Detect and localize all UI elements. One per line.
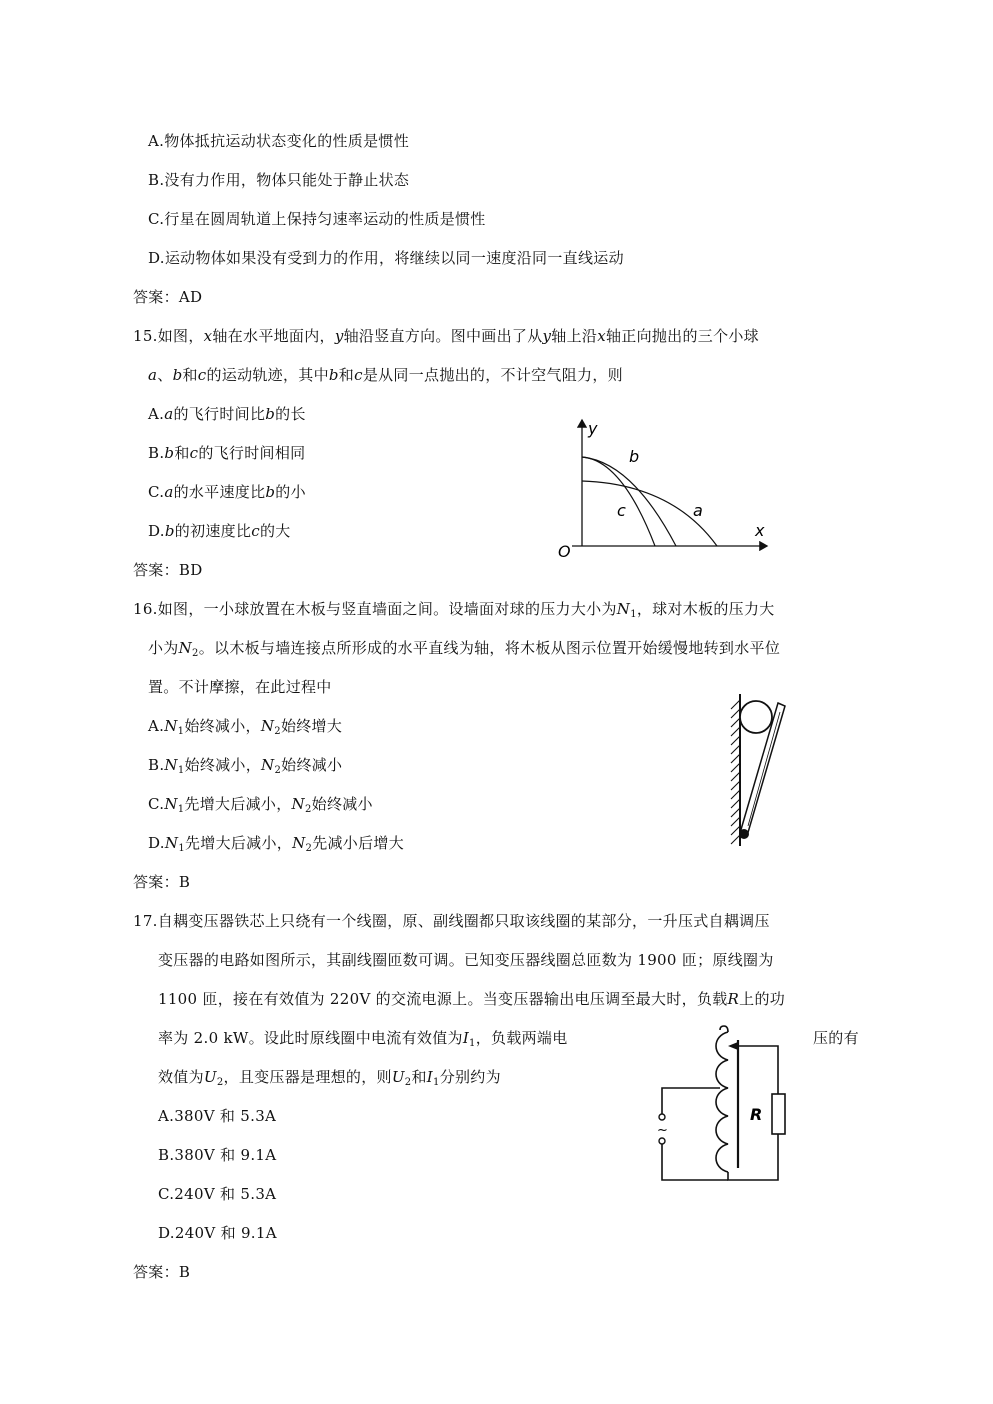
q15-l2-g: b (328, 366, 339, 384)
q16-l2-sub: 2 (192, 648, 199, 659)
q15-a-s: 的长 (275, 405, 306, 423)
q17-l5-s3: 1 (433, 1077, 440, 1088)
q16-d-p: D. (148, 834, 165, 852)
q15-option-b (148, 443, 305, 463)
q15-b-v2: c (189, 444, 199, 462)
q16-l1-a: 16.如图，一小球放置在木板与竖直墙面之间。设墙面对球的压力大小为 (133, 600, 617, 618)
q15-l2-e: c (197, 366, 207, 384)
q16-l1-b: ，球对木板的压力大 (636, 600, 775, 618)
q15-a-p: A. (148, 405, 165, 423)
q16-a-p: A. (148, 717, 165, 735)
q16-d-s2: 2 (305, 843, 313, 854)
q16-b-n2: N (261, 756, 275, 774)
q16-l1-n: N (616, 600, 631, 618)
q15-a-v2: b (265, 405, 276, 423)
q15-a-m: 的飞行时间比 (173, 405, 266, 423)
q15-l1-b: x (203, 327, 213, 345)
q15-d-s: 的大 (260, 522, 291, 540)
fig-label-c: c (617, 501, 626, 520)
q15-stem-line2 (148, 365, 623, 385)
q16-stem-line3: 置。不计摩擦，在此过程中 (148, 678, 332, 696)
q15-l2-i: c (354, 366, 363, 384)
q16-option-a (148, 716, 342, 736)
q17-l4-i: I (462, 1029, 470, 1047)
q14-option-b: B.没有力作用，物体只能处于静止状态 (148, 171, 410, 189)
q17-l5-i: I (426, 1068, 434, 1086)
q16-c-n2: N (291, 795, 305, 813)
q16-l2-b: 。以木板与墙连接点所形成的水平直线为轴，将木板从图示位置开始缓慢地转到水平位 (198, 639, 781, 657)
q16-d-s1: 1 (178, 843, 185, 854)
q17-stem-line4-tail: 压的有 (813, 1029, 859, 1047)
slider-wire (736, 1046, 778, 1094)
q15-l1-d: y (334, 327, 344, 345)
q17-l3-r: R (727, 990, 740, 1008)
fig-label-x: x (755, 521, 765, 540)
coil-top-lead (720, 1026, 728, 1032)
fig-label-a: a (693, 501, 703, 520)
q14-option-c: C.行星在圆周轨道上保持匀速率运动的性质是惯性 (148, 210, 486, 228)
q16-a-n1: N (164, 717, 178, 735)
q15-option-a (148, 404, 306, 424)
q15-c-p: C. (148, 483, 165, 501)
q15-l1-f: y (542, 327, 552, 345)
trajectory-b (582, 457, 676, 546)
q16-b-n1: N (164, 756, 178, 774)
q15-l1-a: 15.如图， (133, 327, 204, 345)
q15-l2-a: a (148, 366, 158, 384)
q16-d-e: 先减小后增大 (312, 834, 405, 852)
q15-l2-f: 的运动轨迹，其中 (206, 366, 329, 384)
q15-b-p: B. (148, 444, 165, 462)
q15-c-m: 的水平速度比 (173, 483, 266, 501)
q14-option-a: A.物体抵抗运动状态变化的性质是惯性 (148, 132, 410, 150)
q16-d-m: 先增大后减小， (184, 834, 293, 852)
q15-stem-line1 (133, 326, 759, 346)
q17-option-c: C.240V 和 5.3A (158, 1185, 277, 1203)
q15-l2-j: 是从同一点抛出的，不计空气阻力，则 (362, 366, 623, 384)
q16-option-b (148, 755, 342, 775)
q15-l1-c: 轴在水平地面内， (212, 327, 335, 345)
q17-l5-s1: 2 (216, 1077, 224, 1088)
source-top-wire (662, 1088, 720, 1114)
q16-c-n1: N (164, 795, 178, 813)
slider-arrow-icon (728, 1042, 738, 1050)
hinge (739, 829, 749, 839)
q17-l4-b: ，负载两端电 (475, 1029, 568, 1047)
q16-stem-line2 (148, 638, 780, 658)
q17-autotransformer-figure (648, 1022, 798, 1187)
load-return-wire (728, 1134, 778, 1180)
q15-c-v2: b (265, 483, 276, 501)
q17-stem-line2: 变压器的电路如图所示，其副线圈匝数可调。已知变压器线圈总匝数为 1900 匝；原线圈为 (158, 951, 774, 969)
fig-label-b: b (629, 447, 640, 466)
q15-option-d (148, 521, 291, 541)
source-terminal-bottom (659, 1138, 665, 1144)
q16-stem-line1 (133, 599, 775, 619)
q15-option-c (148, 482, 306, 502)
q17-l5-a: 效值为 (158, 1068, 204, 1086)
q15-trajectory-figure (552, 410, 782, 565)
q15-answer: 答案：BD (133, 561, 203, 579)
q17-l4-sub: 1 (469, 1038, 476, 1049)
q15-l2-c: b (172, 366, 183, 384)
q16-c-s2: 2 (304, 804, 312, 815)
q14-answer: 答案：AD (133, 288, 203, 306)
q17-l3-a: 1100 匝，接在有效值为 220V 的交流电源上。当变压器输出电压调至最大时，负载 (158, 990, 728, 1008)
coil (716, 1032, 728, 1172)
q16-b-s2: 2 (274, 765, 282, 776)
q15-d-v1: b (164, 522, 175, 540)
q16-d-n1: N (164, 834, 179, 852)
q17-l5-b: ，且变压器是理想的，则 (223, 1068, 392, 1086)
q15-c-s: 的小 (275, 483, 306, 501)
q17-answer: 答案：B (133, 1263, 191, 1281)
q15-d-p: D. (148, 522, 165, 540)
source-terminal-top (659, 1114, 665, 1120)
q16-a-s1: 1 (177, 726, 185, 737)
q17-stem-line1: 17.自耦变压器铁芯上只绕有一个线圈，原、副线圈都只取该线圈的某部分，一升压式自耦调压 (133, 912, 770, 930)
q16-option-d (148, 833, 404, 853)
q17-l5-c: 和 (411, 1068, 427, 1086)
q15-l1-i: 轴正向抛出的三个小球 (605, 327, 759, 345)
q16-a-s2: 2 (274, 726, 281, 737)
q16-d-n2: N (292, 834, 306, 852)
q16-l1-sub: 1 (630, 609, 637, 620)
q17-l5-s2: 2 (404, 1077, 412, 1088)
q16-b-m: 始终减小， (184, 756, 262, 774)
q16-b-s1: 1 (177, 765, 185, 776)
q17-stem-line3 (158, 989, 785, 1009)
q15-a-v1: a (164, 405, 174, 423)
q15-d-m: 的初速度比 (174, 522, 252, 540)
q16-wall-board-figure (718, 690, 808, 855)
q15-b-m: 和 (174, 444, 190, 462)
q17-l4-a: 率为 2.0 kW。设此时原线圈中电流有效值为 (158, 1029, 463, 1047)
q17-l3-b: 上的功 (739, 990, 786, 1008)
q16-answer: 答案：B (133, 873, 191, 891)
q17-l5-d: 分别约为 (439, 1068, 501, 1086)
q16-option-c (148, 794, 373, 814)
fig-label-r: R (750, 1105, 763, 1124)
q16-b-p: B. (148, 756, 165, 774)
resistor (772, 1094, 785, 1134)
q16-a-n2: N (260, 717, 275, 735)
q15-c-v1: a (164, 483, 174, 501)
q14-option-d: D.运动物体如果没有受到力的作用，将继续以同一速度沿同一直线运动 (148, 249, 624, 267)
q15-l2-b: 、 (157, 366, 173, 384)
q17-stem-line5 (158, 1067, 501, 1087)
q16-b-e: 始终减小 (281, 756, 343, 774)
wall-hatching (731, 700, 740, 844)
q15-l1-e: 轴沿竖直方向。图中画出了从 (343, 327, 543, 345)
q17-l5-u2: U (391, 1068, 405, 1086)
q15-d-v2: c (251, 522, 260, 540)
q15-l1-g: 轴上沿 (551, 327, 598, 345)
q17-stem-line4 (158, 1028, 568, 1048)
q15-l1-h: x (597, 327, 606, 345)
q16-c-p: C. (148, 795, 165, 813)
q16-a-e: 始终增大 (280, 717, 343, 735)
fig-label-origin: O (558, 542, 571, 561)
q17-option-a: A.380V 和 5.3A (158, 1107, 277, 1125)
q17-option-d: D.240V 和 9.1A (158, 1224, 277, 1242)
q16-a-m: 始终减小， (184, 717, 261, 735)
q15-b-s: 的飞行时间相同 (198, 444, 306, 462)
q15-l2-h: 和 (338, 366, 355, 384)
q17-l5-u: U (203, 1068, 217, 1086)
q16-c-m: 先增大后减小， (184, 795, 292, 813)
q16-l2-a: 小为 (148, 639, 179, 657)
q16-c-e: 始终减小 (311, 795, 373, 813)
q16-c-s1: 1 (177, 804, 185, 815)
fig-label-y: y (588, 419, 598, 438)
ball (740, 701, 772, 733)
q15-b-v1: b (164, 444, 175, 462)
ac-source-icon: ~ (657, 1123, 668, 1138)
q16-l2-n: N (178, 639, 193, 657)
q17-option-b: B.380V 和 9.1A (158, 1146, 277, 1164)
q15-l2-d: 和 (182, 366, 198, 384)
